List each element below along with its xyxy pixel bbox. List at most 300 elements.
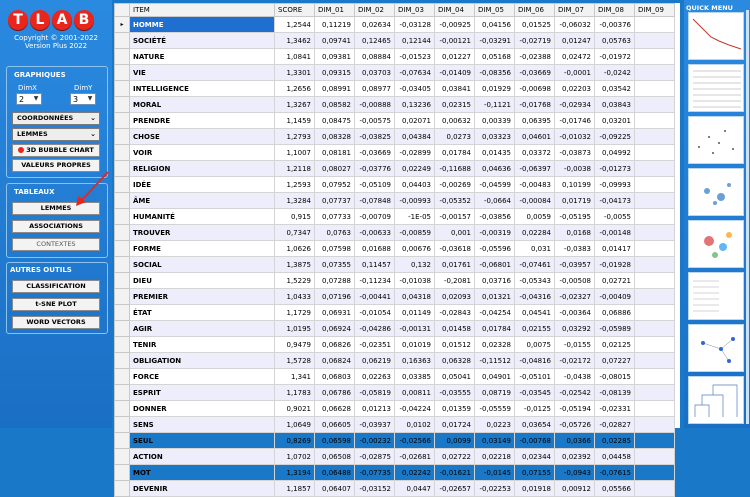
value-cell[interactable]: 0,03385	[395, 369, 435, 385]
value-cell[interactable]: -0,0943	[555, 465, 595, 481]
value-cell[interactable]: -0,03669	[515, 65, 555, 81]
value-cell[interactable]: 0,16363	[395, 353, 435, 369]
value-cell[interactable]: -0,01972	[595, 49, 635, 65]
value-cell[interactable]: 0,07227	[595, 353, 635, 369]
value-cell[interactable]: -0,1121	[475, 97, 515, 113]
value-cell[interactable]: 0,04636	[475, 161, 515, 177]
quick-menu-thumb-list[interactable]	[688, 272, 744, 320]
value-cell[interactable]: 0,02634	[355, 17, 395, 33]
value-cell[interactable]: 0,0059	[515, 209, 555, 225]
value-cell[interactable]: -0,03957	[555, 257, 595, 273]
value-cell[interactable]: 0,07737	[315, 193, 355, 209]
value-cell[interactable]: -0,05101	[515, 369, 555, 385]
value-cell[interactable]: 0,06605	[315, 417, 355, 433]
table-row[interactable]	[115, 81, 675, 97]
row-selector[interactable]	[115, 433, 130, 449]
item-cell[interactable]: ÉTAT	[130, 305, 275, 321]
item-cell[interactable]: FORME	[130, 241, 275, 257]
value-cell[interactable]: 0,06924	[315, 321, 355, 337]
table-row[interactable]	[115, 305, 675, 321]
value-cell[interactable]: -0,09993	[595, 177, 635, 193]
value-cell[interactable]: -0,03291	[475, 33, 515, 49]
value-cell[interactable]: 1,0433	[275, 289, 315, 305]
value-cell[interactable]: 0,04403	[395, 177, 435, 193]
value-cell[interactable]: 1,3301	[275, 65, 315, 81]
value-cell[interactable]: -0,03555	[435, 385, 475, 401]
value-cell[interactable]: 0,01019	[395, 337, 435, 353]
value-cell[interactable]: -0,11688	[435, 161, 475, 177]
row-selector[interactable]	[115, 97, 130, 113]
value-cell[interactable]: -0,00319	[475, 225, 515, 241]
value-cell[interactable]: 0,03654	[515, 417, 555, 433]
value-cell[interactable]: -0,0438	[555, 369, 595, 385]
value-cell[interactable]: -0,05596	[475, 241, 515, 257]
value-cell[interactable]	[635, 305, 675, 321]
value-cell[interactable]	[635, 161, 675, 177]
value-cell[interactable]: -0,00633	[355, 225, 395, 241]
quick-menu-thumb-network[interactable]	[688, 324, 744, 372]
value-cell[interactable]: -0,01032	[555, 129, 595, 145]
value-cell[interactable]: -0,02843	[435, 305, 475, 321]
value-cell[interactable]: 0,08582	[315, 97, 355, 113]
value-cell[interactable]	[635, 49, 675, 65]
value-cell[interactable]: 0,01512	[435, 337, 475, 353]
value-cell[interactable]: 0,05168	[475, 49, 515, 65]
value-cell[interactable]: 1,1729	[275, 305, 315, 321]
value-cell[interactable]: 0,02328	[475, 337, 515, 353]
column-header[interactable]: DIM_01	[315, 4, 355, 17]
value-cell[interactable]: -0,07615	[595, 465, 635, 481]
value-cell[interactable]: 1,0626	[275, 241, 315, 257]
table-row[interactable]	[115, 289, 675, 305]
value-cell[interactable]: -0,00364	[555, 305, 595, 321]
item-cell[interactable]: AGIR	[130, 321, 275, 337]
value-cell[interactable]: 0,02263	[355, 369, 395, 385]
value-cell[interactable]	[635, 369, 675, 385]
value-cell[interactable]: -0,00376	[595, 17, 635, 33]
value-cell[interactable]: -0,05109	[355, 177, 395, 193]
value-cell[interactable]: -0,00157	[435, 209, 475, 225]
value-cell[interactable]: -0,03825	[355, 129, 395, 145]
value-cell[interactable]: 1,3194	[275, 465, 315, 481]
value-cell[interactable]: 0,07733	[315, 209, 355, 225]
value-cell[interactable]	[635, 193, 675, 209]
value-cell[interactable]: 0,06786	[315, 385, 355, 401]
column-header[interactable]: SCORE	[275, 4, 315, 17]
row-selector[interactable]	[115, 49, 130, 65]
row-selector[interactable]	[115, 145, 130, 161]
column-header[interactable]: DIM_05	[475, 4, 515, 17]
value-cell[interactable]: 0,05041	[435, 369, 475, 385]
item-cell[interactable]: DONNER	[130, 401, 275, 417]
row-selector[interactable]	[115, 369, 130, 385]
value-cell[interactable]: 1,3875	[275, 257, 315, 273]
row-selector[interactable]	[115, 481, 130, 497]
value-cell[interactable]: -0,01523	[395, 49, 435, 65]
value-cell[interactable]: -0,01054	[355, 305, 395, 321]
value-cell[interactable]: 0,05763	[595, 33, 635, 49]
value-cell[interactable]: 0,132	[395, 257, 435, 273]
value-cell[interactable]: 0,02125	[595, 337, 635, 353]
value-cell[interactable]: -0,04173	[595, 193, 635, 209]
value-cell[interactable]: -0,00409	[595, 289, 635, 305]
value-cell[interactable]: 0,02722	[435, 449, 475, 465]
table-row[interactable]	[115, 145, 675, 161]
value-cell[interactable]: 0,06395	[515, 113, 555, 129]
value-cell[interactable]: 0,01213	[355, 401, 395, 417]
value-cell[interactable]: 1,5728	[275, 353, 315, 369]
value-cell[interactable]: 0,00339	[475, 113, 515, 129]
value-cell[interactable]: -0,03776	[355, 161, 395, 177]
item-cell[interactable]: IDÉE	[130, 177, 275, 193]
quick-menu-thumb-dendrogram[interactable]	[688, 376, 744, 424]
value-cell[interactable]: -0,03405	[395, 81, 435, 97]
value-cell[interactable]: -0,04254	[475, 305, 515, 321]
row-selector[interactable]	[115, 113, 130, 129]
value-cell[interactable]: 0,08475	[315, 113, 355, 129]
value-cell[interactable]: 0,03201	[595, 113, 635, 129]
value-cell[interactable]: -0,00131	[395, 321, 435, 337]
value-cell[interactable]: -0,0001	[555, 65, 595, 81]
item-cell[interactable]: VIE	[130, 65, 275, 81]
value-cell[interactable]	[635, 353, 675, 369]
item-cell[interactable]: MOT	[130, 465, 275, 481]
value-cell[interactable]: -0,03618	[435, 241, 475, 257]
value-cell[interactable]: -0,0125	[515, 401, 555, 417]
value-cell[interactable]: 1,3284	[275, 193, 315, 209]
value-cell[interactable]: -0,05989	[595, 321, 635, 337]
row-selector[interactable]	[115, 81, 130, 97]
table-row[interactable]	[115, 385, 675, 401]
item-cell[interactable]: CHOSE	[130, 129, 275, 145]
value-cell[interactable]: 0,04901	[475, 369, 515, 385]
value-cell[interactable]: -0,02566	[395, 433, 435, 449]
value-cell[interactable]: 0,07952	[315, 177, 355, 193]
value-cell[interactable]: 0,03703	[355, 65, 395, 81]
table-row[interactable]	[115, 241, 675, 257]
value-cell[interactable]: 0,02315	[435, 97, 475, 113]
value-cell[interactable]: 0,03843	[595, 97, 635, 113]
value-cell[interactable]: 0,01525	[515, 17, 555, 33]
row-selector[interactable]	[115, 161, 130, 177]
value-cell[interactable]: -0,04286	[355, 321, 395, 337]
value-cell[interactable]: -0,00698	[515, 81, 555, 97]
bubble-chart-button[interactable]	[12, 144, 100, 157]
value-cell[interactable]: 0,07355	[315, 257, 355, 273]
item-cell[interactable]: ÂME	[130, 193, 275, 209]
value-cell[interactable]: 0,915	[275, 209, 315, 225]
item-cell[interactable]: HOMME	[130, 17, 275, 33]
value-cell[interactable]: -0,05195	[555, 209, 595, 225]
value-cell[interactable]: -0,02827	[595, 417, 635, 433]
value-cell[interactable]: -0,00888	[355, 97, 395, 113]
value-cell[interactable]: -0,00709	[355, 209, 395, 225]
value-cell[interactable]: -0,06397	[515, 161, 555, 177]
value-cell[interactable]: 1,3462	[275, 33, 315, 49]
value-cell[interactable]: -0,02875	[355, 449, 395, 465]
value-cell[interactable]	[635, 65, 675, 81]
value-cell[interactable]	[635, 177, 675, 193]
value-cell[interactable]: -0,00441	[355, 289, 395, 305]
value-cell[interactable]: 0,0102	[395, 417, 435, 433]
table-row[interactable]	[115, 465, 675, 481]
item-cell[interactable]: DIEU	[130, 273, 275, 289]
value-cell[interactable]: 0,09315	[315, 65, 355, 81]
row-selector[interactable]	[115, 289, 130, 305]
lemmes-dropdown[interactable]	[12, 128, 100, 141]
value-cell[interactable]: 0,03542	[595, 81, 635, 97]
value-cell[interactable]: 0,06508	[315, 449, 355, 465]
row-selector[interactable]	[115, 401, 130, 417]
row-selector[interactable]: ▸	[115, 17, 130, 33]
data-grid[interactable]	[114, 3, 680, 493]
value-cell[interactable]: -0,02388	[515, 49, 555, 65]
value-cell[interactable]: 0,07196	[315, 289, 355, 305]
value-cell[interactable]	[635, 81, 675, 97]
value-cell[interactable]: 0,00676	[395, 241, 435, 257]
value-cell[interactable]: -0,00232	[355, 433, 395, 449]
value-cell[interactable]: 0,06931	[315, 305, 355, 321]
value-cell[interactable]	[635, 257, 675, 273]
value-cell[interactable]: 0,06598	[315, 433, 355, 449]
value-cell[interactable]: 0,09381	[315, 49, 355, 65]
value-cell[interactable]: -0,09225	[595, 129, 635, 145]
value-cell[interactable]: -0,05194	[555, 401, 595, 417]
value-cell[interactable]: -0,03856	[475, 209, 515, 225]
value-cell[interactable]: 0,031	[515, 241, 555, 257]
value-cell[interactable]: 0,03841	[435, 81, 475, 97]
item-cell[interactable]: ACTION	[130, 449, 275, 465]
value-cell[interactable]: -0,00859	[395, 225, 435, 241]
item-cell[interactable]: HUMANITÉ	[130, 209, 275, 225]
value-cell[interactable]: -0,07848	[355, 193, 395, 209]
value-cell[interactable]: -0,0383	[555, 241, 595, 257]
value-cell[interactable]: 0,00811	[395, 385, 435, 401]
value-cell[interactable]: 0,0168	[555, 225, 595, 241]
value-cell[interactable]: -0,07634	[395, 65, 435, 81]
value-cell[interactable]: 0,00632	[435, 113, 475, 129]
value-cell[interactable]: -0,05559	[475, 401, 515, 417]
value-cell[interactable]: -0,07461	[515, 257, 555, 273]
item-cell[interactable]: INTELLIGENCE	[130, 81, 275, 97]
value-cell[interactable]: 0,02249	[395, 161, 435, 177]
value-cell[interactable]: 1,5229	[275, 273, 315, 289]
value-cell[interactable]: -0,01273	[595, 161, 635, 177]
value-cell[interactable]: 0,06488	[315, 465, 355, 481]
value-cell[interactable]: -0,00148	[595, 225, 635, 241]
value-cell[interactable]: 0,01918	[515, 481, 555, 497]
value-cell[interactable]: 0,02284	[515, 225, 555, 241]
item-cell[interactable]: SEUL	[130, 433, 275, 449]
value-cell[interactable]: -0,02253	[475, 481, 515, 497]
value-cell[interactable]: 0,11457	[355, 257, 395, 273]
value-cell[interactable]: 0,01227	[435, 49, 475, 65]
value-cell[interactable]	[635, 129, 675, 145]
value-cell[interactable]	[635, 401, 675, 417]
value-cell[interactable]: 0,12465	[355, 33, 395, 49]
tsne-button[interactable]: t-SNE PLOT	[12, 298, 100, 311]
value-cell[interactable]: 0,06826	[315, 337, 355, 353]
value-cell[interactable]: 1,0702	[275, 449, 315, 465]
value-cell[interactable]: -0,00993	[395, 193, 435, 209]
value-cell[interactable]: 1,2593	[275, 177, 315, 193]
column-header[interactable]: DIM_09	[635, 4, 675, 17]
word-vectors-button[interactable]: WORD VECTORS	[12, 316, 100, 329]
table-row[interactable]	[115, 161, 675, 177]
value-cell[interactable]: 0,02472	[555, 49, 595, 65]
row-selector[interactable]	[115, 225, 130, 241]
table-row[interactable]	[115, 225, 675, 241]
value-cell[interactable]: 0,03292	[555, 321, 595, 337]
value-cell[interactable]: 0,06886	[595, 305, 635, 321]
value-cell[interactable]: -0,11512	[475, 353, 515, 369]
value-cell[interactable]: -0,06801	[475, 257, 515, 273]
row-selector[interactable]	[115, 209, 130, 225]
value-cell[interactable]: 0,001	[435, 225, 475, 241]
value-cell[interactable]	[635, 241, 675, 257]
value-cell[interactable]: -0,02351	[355, 337, 395, 353]
value-cell[interactable]: -0,04224	[395, 401, 435, 417]
value-cell[interactable]: -0,01768	[515, 97, 555, 113]
quick-menu-scrollbar[interactable]	[746, 10, 749, 424]
value-cell[interactable]	[635, 145, 675, 161]
row-selector[interactable]	[115, 177, 130, 193]
value-cell[interactable]: -0,0038	[555, 161, 595, 177]
value-cell[interactable]: 0,00912	[555, 481, 595, 497]
row-selector[interactable]	[115, 321, 130, 337]
value-cell[interactable]: -0,01928	[595, 257, 635, 273]
value-cell[interactable]: 1,0195	[275, 321, 315, 337]
quick-menu-thumb-scree-plot[interactable]	[688, 12, 744, 60]
row-selector[interactable]	[115, 33, 130, 49]
table-row[interactable]	[115, 257, 675, 273]
value-cell[interactable]: 1,2544	[275, 17, 315, 33]
value-cell[interactable]: 0,0099	[435, 433, 475, 449]
table-row[interactable]	[115, 113, 675, 129]
value-cell[interactable]: 0,0223	[475, 417, 515, 433]
value-cell[interactable]: 1,2793	[275, 129, 315, 145]
value-cell[interactable]: -0,04816	[515, 353, 555, 369]
value-cell[interactable]: -0,04316	[515, 289, 555, 305]
item-cell[interactable]: MORAL	[130, 97, 275, 113]
value-cell[interactable]: 0,07598	[315, 241, 355, 257]
table-row[interactable]	[115, 33, 675, 49]
value-cell[interactable]: 0,0273	[435, 129, 475, 145]
value-cell[interactable]: 1,2118	[275, 161, 315, 177]
valeurs-propres-button[interactable]: VALEURS PROPRES	[12, 159, 100, 172]
table-row[interactable]	[115, 401, 675, 417]
value-cell[interactable]: 0,08719	[475, 385, 515, 401]
value-cell[interactable]	[635, 113, 675, 129]
value-cell[interactable]: 1,3267	[275, 97, 315, 113]
value-cell[interactable]: 0,06803	[315, 369, 355, 385]
value-cell[interactable]: -0,03128	[395, 17, 435, 33]
value-cell[interactable]: 1,0649	[275, 417, 315, 433]
value-cell[interactable]: 0,02155	[515, 321, 555, 337]
value-cell[interactable]: -0,02327	[555, 289, 595, 305]
value-cell[interactable]: 0,12144	[395, 33, 435, 49]
value-cell[interactable]: -0,00768	[515, 433, 555, 449]
row-selector[interactable]	[115, 257, 130, 273]
value-cell[interactable]: -0,02172	[555, 353, 595, 369]
value-cell[interactable]: -0,02681	[395, 449, 435, 465]
item-cell[interactable]: ESPRIT	[130, 385, 275, 401]
value-cell[interactable]: 0,02392	[555, 449, 595, 465]
value-cell[interactable]: 0,02203	[555, 81, 595, 97]
value-cell[interactable]: 0,01359	[435, 401, 475, 417]
item-cell[interactable]: SOCIAL	[130, 257, 275, 273]
item-cell[interactable]: SENS	[130, 417, 275, 433]
table-row[interactable]	[115, 65, 675, 81]
value-cell[interactable]: -0,00925	[435, 17, 475, 33]
value-cell[interactable]: -0,05343	[515, 273, 555, 289]
item-cell[interactable]: RELIGION	[130, 161, 275, 177]
value-cell[interactable]: 0,06219	[355, 353, 395, 369]
table-row[interactable]	[115, 417, 675, 433]
table-row[interactable]	[115, 353, 675, 369]
value-cell[interactable]: 0,01688	[355, 241, 395, 257]
value-cell[interactable]: 1,341	[275, 369, 315, 385]
coordonnees-dropdown[interactable]	[12, 112, 100, 125]
value-cell[interactable]: 0,01149	[395, 305, 435, 321]
value-cell[interactable]	[635, 17, 675, 33]
value-cell[interactable]: 0,02093	[435, 289, 475, 305]
value-cell[interactable]: 0,02242	[395, 465, 435, 481]
value-cell[interactable]: 0,01784	[435, 145, 475, 161]
value-cell[interactable]: 0,01435	[475, 145, 515, 161]
value-cell[interactable]: 0,09741	[315, 33, 355, 49]
item-cell[interactable]: OBLIGATION	[130, 353, 275, 369]
value-cell[interactable]: 0,02344	[515, 449, 555, 465]
value-cell[interactable]: 0,03716	[475, 273, 515, 289]
item-cell[interactable]: TROUVER	[130, 225, 275, 241]
value-cell[interactable]: 0,04541	[515, 305, 555, 321]
value-cell[interactable]: -0,00269	[435, 177, 475, 193]
table-row[interactable]	[115, 209, 675, 225]
value-cell[interactable]: 0,05566	[595, 481, 635, 497]
value-cell[interactable]: -0,08356	[475, 65, 515, 81]
value-cell[interactable]: 0,01784	[475, 321, 515, 337]
row-selector[interactable]	[115, 385, 130, 401]
value-cell[interactable]	[635, 417, 675, 433]
value-cell[interactable]: 1,1857	[275, 481, 315, 497]
table-row[interactable]	[115, 177, 675, 193]
value-cell[interactable]: -0,01409	[435, 65, 475, 81]
value-cell[interactable]	[635, 433, 675, 449]
value-cell[interactable]: -0,0664	[475, 193, 515, 209]
value-cell[interactable]: 0,08027	[315, 161, 355, 177]
item-cell[interactable]: TENIR	[130, 337, 275, 353]
row-selector[interactable]	[115, 465, 130, 481]
value-cell[interactable]: 0,01761	[435, 257, 475, 273]
value-cell[interactable]: 0,01724	[435, 417, 475, 433]
value-cell[interactable]: -1E-05	[395, 209, 435, 225]
value-cell[interactable]: -0,0145	[475, 465, 515, 481]
quick-menu-thumb-table[interactable]	[688, 64, 744, 112]
value-cell[interactable]: -0,2081	[435, 273, 475, 289]
value-cell[interactable]: 0,01458	[435, 321, 475, 337]
table-row[interactable]	[115, 433, 675, 449]
value-cell[interactable]: -0,08015	[595, 369, 635, 385]
value-cell[interactable]: 0,02218	[475, 449, 515, 465]
value-cell[interactable]: 1,1459	[275, 113, 315, 129]
value-cell[interactable]	[635, 225, 675, 241]
row-selector[interactable]	[115, 305, 130, 321]
value-cell[interactable]: 0,08328	[315, 129, 355, 145]
value-cell[interactable]: -0,02331	[595, 401, 635, 417]
table-row[interactable]	[115, 97, 675, 113]
row-selector[interactable]	[115, 449, 130, 465]
